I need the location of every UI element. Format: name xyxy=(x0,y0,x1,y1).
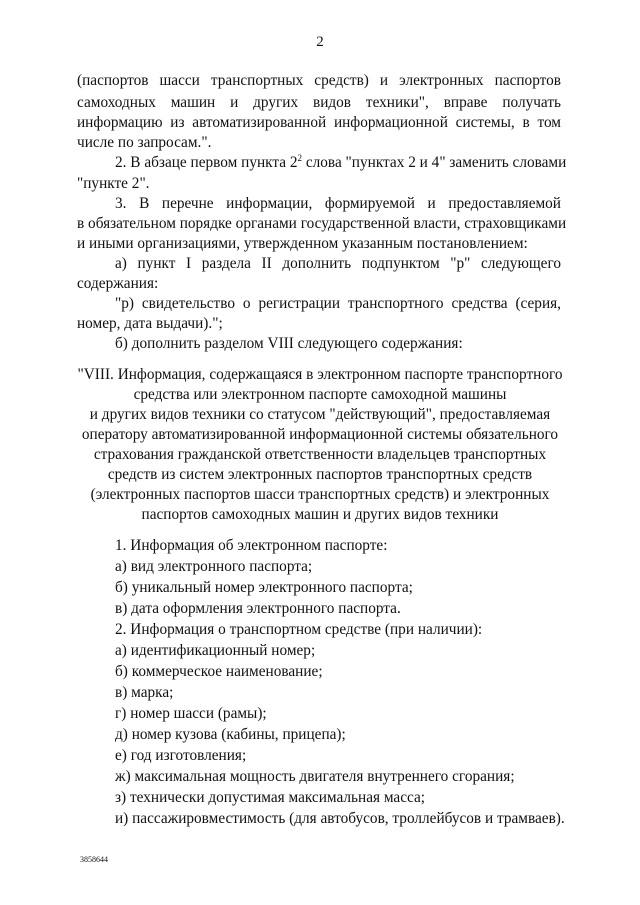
document-id: 3858644 xyxy=(80,855,108,864)
title-line: и других видов техники со статусом "действующий", предоставляемая xyxy=(89,406,551,423)
item-3b-paragraph: б) дополнить разделом VIII следующего содержания: xyxy=(115,335,463,352)
text-line: информацию из автоматизированной информационной системы, в том xyxy=(77,114,561,131)
list-item: и) пассажировместимость (для автобусов, троллейбусов и трамваев). xyxy=(115,810,565,827)
text-line: "пункте 2". xyxy=(77,175,150,192)
list-item: д) номер кузова (кабины, прицепа); xyxy=(115,726,346,743)
list-item: ж) максимальная мощность двигателя внутреннего сгорания; xyxy=(115,768,515,785)
list-item: б) уникальный номер электронного паспорта; xyxy=(115,579,413,596)
title-line: "VIII. Информация, содержащаяся в электронном паспорте транспортного xyxy=(77,366,563,383)
text-line: в обязательном порядке органами государственной власти, страховщиками xyxy=(77,215,567,232)
list-item: з) технически допустимая максимальная масса; xyxy=(115,789,426,806)
title-line: средств из систем электронных паспортов транспортных средств xyxy=(107,466,533,483)
text-line: номер, дата выдачи)."; xyxy=(77,315,223,332)
list-item: в) дата оформления электронного паспорта. xyxy=(115,600,401,617)
text-line: содержания: xyxy=(77,275,159,292)
text-line: а) пункт I раздела II дополнить подпунктом "р" следующего xyxy=(115,255,561,272)
list-item: 2. Информация о транспортном средстве (при наличии): xyxy=(115,621,483,638)
list-item: б) коммерческое наименование; xyxy=(115,663,323,680)
list-item: 1. Информация об электронном паспорте: xyxy=(115,537,388,554)
list-item: г) номер шасси (рамы); xyxy=(115,705,267,722)
text-line: 2. В абзаце первом пункта $2^2$ слова "пунктах 2 и 4" заменить словами xyxy=(115,152,567,171)
list-item: а) вид электронного паспорта; xyxy=(115,558,313,575)
title-line: оператору автоматизированной информационной системы обязательного xyxy=(81,426,559,443)
list-item: е) год изготовления; xyxy=(115,747,247,764)
title-line: (электронных паспортов шасси транспортных средств) и электронных xyxy=(90,486,550,503)
list-item: а) идентификационный номер; xyxy=(115,642,316,659)
title-line: страхования гражданской ответственности владельцев транспортных xyxy=(93,446,547,463)
list-item: в) марка; xyxy=(115,684,174,701)
text-line: (паспортов шасси транспортных средств) и электронных паспортов xyxy=(77,72,561,89)
title-line: средства или электронном паспорте самоходной машины xyxy=(133,386,507,403)
text-line: "р) свидетельство о регистрации транспортного средства (серия, xyxy=(115,295,561,312)
title-line: паспортов самоходных машин и других видов техники xyxy=(141,506,499,523)
page-number: 2 xyxy=(316,34,324,50)
text-line: 3. В перечне информации, формируемой и предоставляемой xyxy=(115,195,561,212)
text-line: числе по запросам.". xyxy=(77,134,212,151)
text-line: самоходных машин и других видов техники", вправе получать xyxy=(77,94,561,111)
text-line: и иными организациями, утвержденном указанным постановлением: xyxy=(77,235,528,252)
